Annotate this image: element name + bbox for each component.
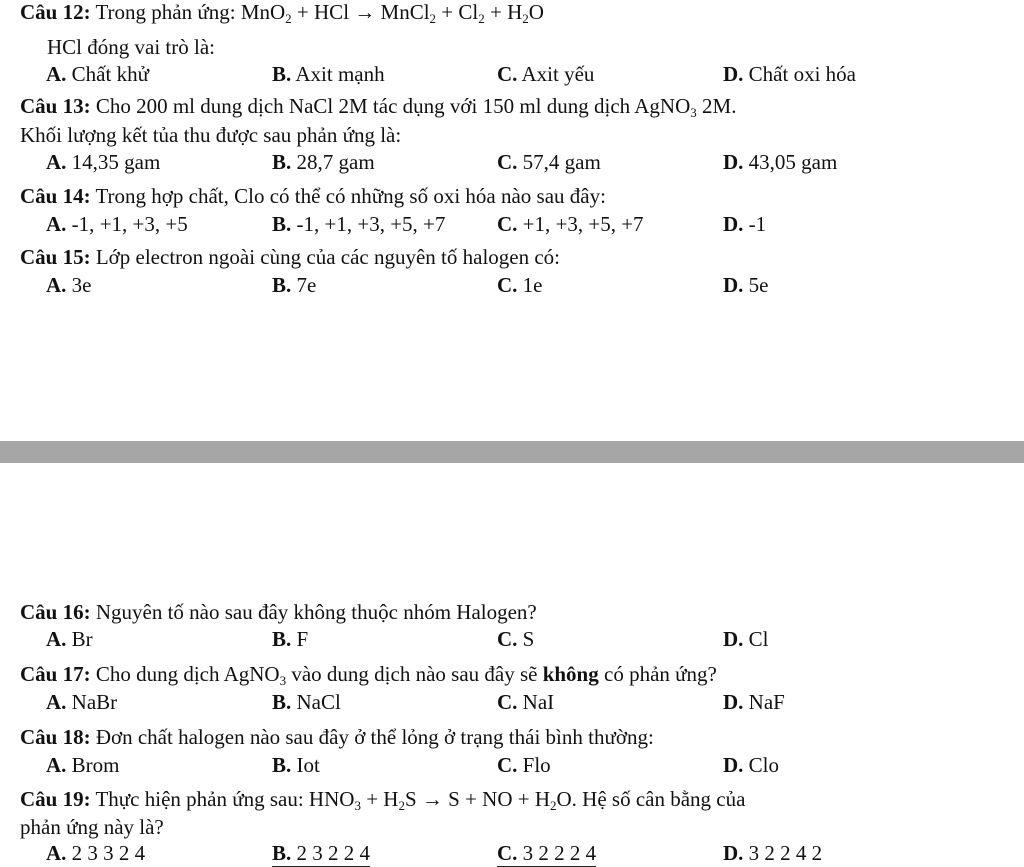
- page-separator: [0, 441, 1024, 463]
- question-19-options: [0, 841, 1024, 865]
- option-d[interactable]: D. 5e: [723, 273, 769, 297]
- option-b[interactable]: B. 28,7 gam: [272, 150, 375, 174]
- option-d[interactable]: D. 43,05 gam: [723, 150, 838, 174]
- question-18-label: Câu 18:: [20, 725, 91, 749]
- option-a[interactable]: A. NaBr: [46, 690, 118, 714]
- question-17-options: [0, 690, 1024, 714]
- option-a[interactable]: A. Br: [46, 627, 93, 651]
- option-c[interactable]: C. Flo: [497, 753, 551, 777]
- question-13-options: [0, 150, 1024, 174]
- option-a[interactable]: A. 14,35 gam: [46, 150, 161, 174]
- option-d[interactable]: D. -1: [723, 212, 767, 236]
- option-a[interactable]: A. Brom: [46, 753, 120, 777]
- question-12-line2: HCl đóng vai trò là:: [47, 35, 215, 59]
- option-c[interactable]: C. NaI: [497, 690, 555, 714]
- option-a[interactable]: A. 3e: [46, 273, 92, 297]
- option-d[interactable]: D. 3 2 2 4 2: [723, 841, 823, 865]
- question-12: Câu 12: Trong phản ứng: MnO$_2$ + HCl → MnCl$_2$ + $Cl_2 + H_2O$: [20, 0, 544, 26]
- option-c[interactable]: C. 1e: [497, 273, 543, 297]
- option-c[interactable]: C. 57,4 gam: [497, 150, 601, 174]
- option-d[interactable]: D. NaF: [723, 690, 785, 714]
- question-16-options: [0, 627, 1024, 651]
- question-15: Câu 15: Lớp electron ngoài cùng của các nguyên tố halogen có:: [20, 245, 561, 269]
- question-19-label: Câu 19:: [20, 787, 91, 811]
- question-17: Câu 17: Cho dung dịch AgNO$_3$ vào dung dịch nào sau đây sẽ không có phản ứng?: [20, 662, 717, 688]
- question-16-label: Câu 16:: [20, 600, 91, 624]
- option-c[interactable]: C. S: [497, 627, 535, 651]
- question-19-line2: phản ứng này là?: [20, 815, 164, 839]
- question-12-label: Câu 12:: [20, 0, 91, 24]
- option-b[interactable]: B. F: [272, 627, 309, 651]
- question-16: Câu 16: Nguyên tố nào sau đây không thuộc nhóm Halogen?: [20, 600, 537, 624]
- question-13-line2: Khối lượng kết tủa thu được sau phản ứng là:: [20, 123, 402, 147]
- option-a[interactable]: A. Chất khử: [46, 62, 149, 86]
- option-b[interactable]: B. -1, +1, +3, +5, +7: [272, 212, 446, 236]
- option-d[interactable]: D. Cl: [723, 627, 769, 651]
- option-c[interactable]: C. Axit yếu: [497, 62, 595, 86]
- question-15-options: [0, 273, 1024, 297]
- option-d[interactable]: D. Clo: [723, 753, 780, 777]
- question-14-label: Câu 14:: [20, 184, 91, 208]
- question-18: Câu 18: Đơn chất halogen nào sau đây ở thể lỏng ở trạng thái bình thường:: [20, 725, 654, 749]
- option-b[interactable]: B. Iot: [272, 753, 320, 777]
- option-a[interactable]: A. 2 3 3 2 4: [46, 841, 146, 865]
- question-17-label: Câu 17:: [20, 662, 91, 686]
- option-b[interactable]: B. Axit mạnh: [272, 62, 385, 86]
- option-b[interactable]: B. NaCl: [272, 690, 341, 714]
- option-d[interactable]: D. Chất oxi hóa: [723, 62, 856, 86]
- question-15-label: Câu 15:: [20, 245, 91, 269]
- option-c[interactable]: C. +1, +3, +5, +7: [497, 212, 644, 236]
- option-b[interactable]: B. 2 3 2 2 4: [272, 841, 371, 865]
- option-c[interactable]: C. 3 2 2 2 4: [497, 841, 597, 865]
- option-a[interactable]: A. -1, +1, +3, +5: [46, 212, 188, 236]
- question-13-label: Câu 13:: [20, 94, 91, 118]
- question-14: Câu 14: Trong hợp chất, Clo có thể có những số oxi hóa nào sau đây:: [20, 184, 606, 208]
- question-13: Câu 13: Cho 200 ml dung dịch NaCl 2M tác dụng với 150 ml dung dịch AgNO$_3$ 2M.: [20, 94, 737, 120]
- question-18-options: [0, 753, 1024, 777]
- question-14-options: [0, 212, 1024, 236]
- question-12-options: [0, 62, 1024, 86]
- question-19: Câu 19: Thực hiện phản ứng sau: $HNO_3 + H_2S \to S$ + NO + $H_2O$. Hệ số cân bằng của: [20, 787, 746, 813]
- option-b[interactable]: B. 7e: [272, 273, 317, 297]
